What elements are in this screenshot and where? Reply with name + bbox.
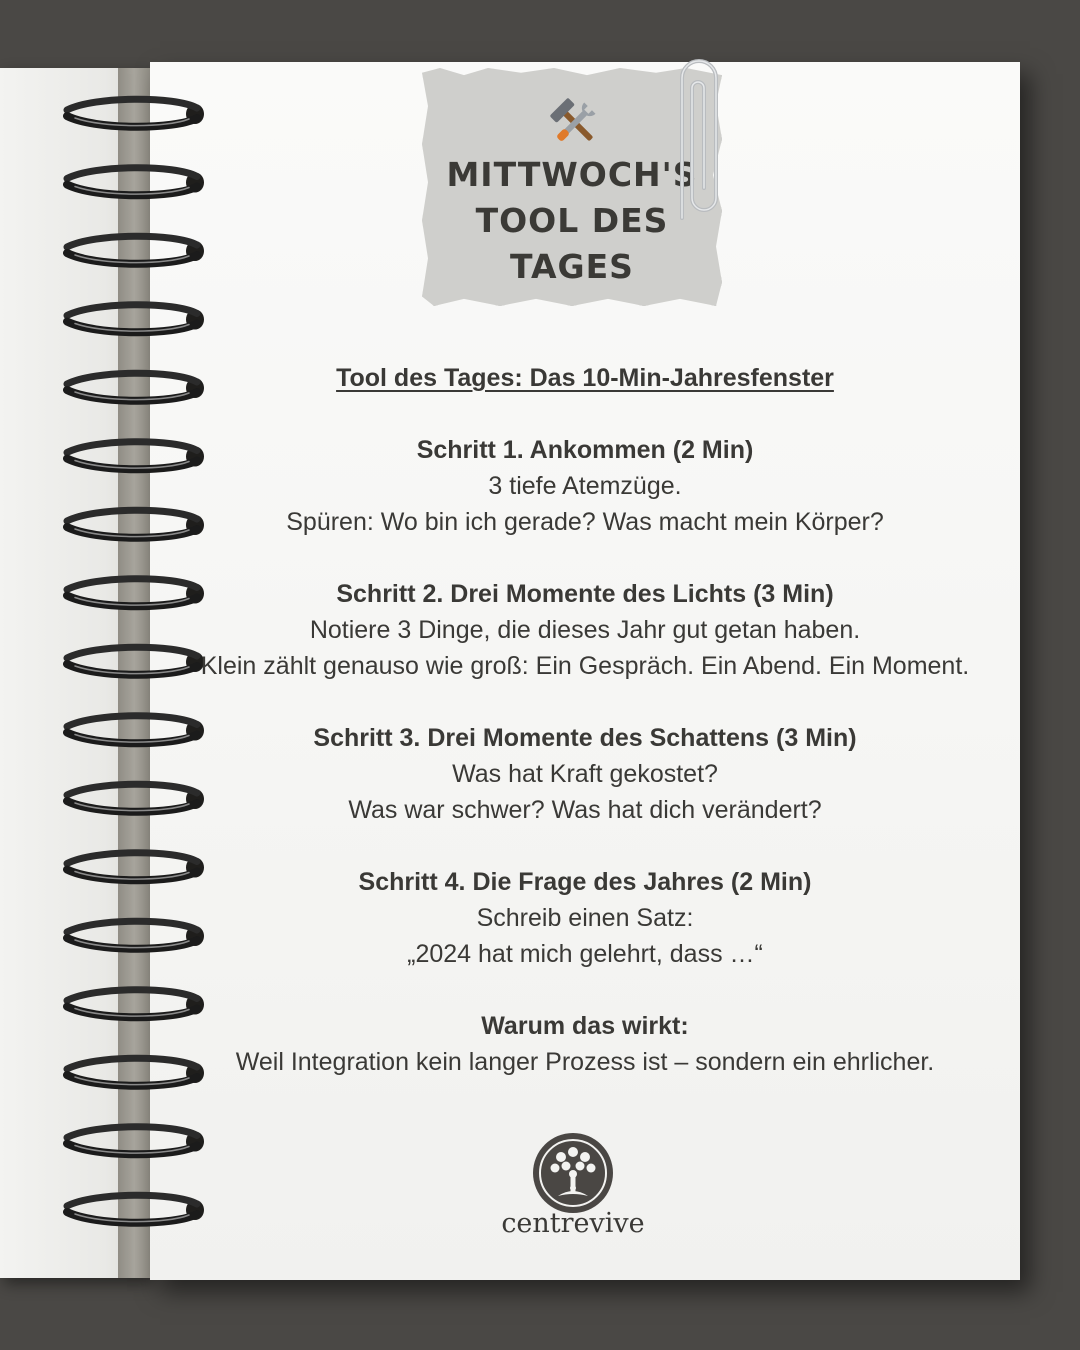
step-line: 3 tiefe Atemzüge. [488, 472, 682, 500]
step-block [150, 432, 1020, 540]
step-line: „2024 hat mich gelehrt, dass …“ [407, 940, 763, 968]
brand-name: centrevive [501, 1208, 645, 1239]
binding-ring [67, 236, 204, 264]
step-line: Was war schwer? Was hat dich verändert? [348, 796, 822, 824]
binding-ring [67, 168, 204, 196]
card-title-line: TAGES [510, 247, 634, 286]
step-heading: Schritt 1. Ankommen (2 Min) [416, 436, 754, 464]
why-block [150, 1008, 1020, 1080]
why-text: Weil Integration kein langer Prozess ist – sondern ein ehrlicher. [235, 1048, 935, 1076]
tool-title: Tool des Tages: Das 10-Min-Jahresfenster [336, 364, 834, 392]
binding-ring [67, 1127, 204, 1155]
step-line: Klein zählt genauso wie groß: Ein Gespräch. Ein Abend. Ein Moment. [200, 652, 970, 680]
why-heading: Warum das wirkt: [481, 1012, 689, 1040]
step-heading: Schritt 3. Drei Momente des Schattens (3 Min) [313, 724, 857, 752]
step-line: Was hat Kraft gekostet? [452, 760, 718, 788]
binding-ring [67, 1195, 204, 1223]
step-line: Notiere 3 Dinge, die dieses Jahr gut getan haben. [309, 616, 861, 644]
tool-content [150, 360, 1020, 1080]
hammer-wrench-icon [548, 98, 602, 148]
step-heading: Schritt 2. Drei Momente des Lichts (3 Min) [336, 580, 834, 608]
step-block [150, 864, 1020, 972]
tree-of-life-icon [530, 1130, 616, 1216]
step-line: Spüren: Wo bin ich gerade? Was macht mein Körper? [286, 508, 884, 536]
step-heading: Schritt 4. Die Frage des Jahres (2 Min) [358, 868, 812, 896]
step-line: Schreib einen Satz: [476, 904, 694, 932]
card-title-line: TOOL DES [475, 201, 669, 240]
binding-ring [67, 305, 204, 333]
paperclip-icon [668, 48, 720, 230]
step-block [150, 720, 1020, 828]
binding-ring [67, 99, 204, 127]
step-block [150, 576, 1020, 684]
card-title-line: MITTWOCH'S [446, 155, 698, 194]
